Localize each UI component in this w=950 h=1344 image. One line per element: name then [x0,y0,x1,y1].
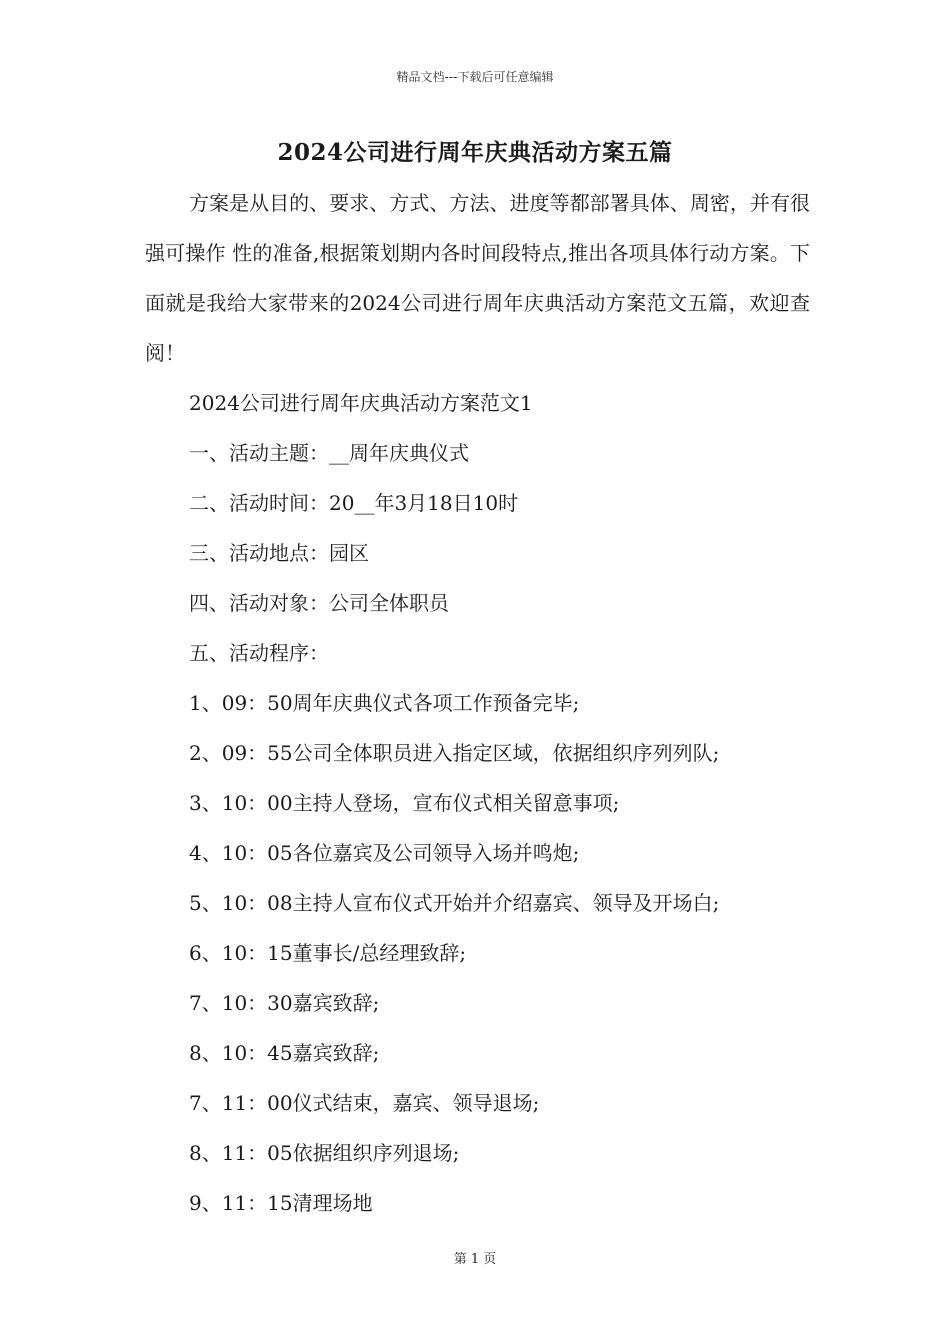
program-step: 3、10：00主持人登场，宣布仪式相关留意事项; [189,791,620,815]
document-title: 2024公司进行周年庆典活动方案五篇 [277,139,673,166]
activity-time: 二、活动时间：20__年3月18日10时 [189,491,519,515]
section-heading: 2024公司进行周年庆典活动方案范文1 [189,391,533,415]
activity-location: 三、活动地点：园区 [189,541,369,565]
program-step: 8、11：05依据组织序列退场; [189,1141,460,1165]
activity-program-heading: 五、活动程序： [189,641,329,665]
program-step: 1、09：50周年庆典仪式各项工作预备完毕; [189,691,580,715]
program-step: 7、10：30嘉宾致辞; [189,991,380,1015]
program-step: 4、10：05各位嘉宾及公司领导入场并鸣炮; [189,841,580,865]
program-step: 6、10：15董事长/总经理致辞; [189,941,467,965]
program-step: 9、11：15清理场地 [189,1191,373,1215]
page-number: 第 1 页 [453,1252,497,1267]
program-step: 5、10：08主持人宣布仪式开始并介绍嘉宾、领导及开场白; [189,891,720,915]
page-header: 精品文档---下载后可任意编辑 [396,70,554,84]
intro-paragraph: 方案是从目的、要求、方式、方法、进度等都部署具体、周密，并有很强可操作 性的准备,根据策划期内各时间段特点,推出各项具体行动方案。下面就是我给大家带来的2024公司进行周年庆典活动方案范文五篇，欢迎查阅！ [145,191,810,365]
program-step: 2、09：55公司全体职员进入指定区域，依据组织序列列队; [189,741,720,765]
activity-theme: 一、活动主题：__周年庆典仪式 [189,441,469,465]
program-step: 8、10：45嘉宾致辞; [189,1041,380,1065]
document-body [145,178,810,1228]
content-lines [145,378,810,1228]
activity-audience: 四、活动对象：公司全体职员 [189,591,449,615]
program-step: 7、11：00仪式结束，嘉宾、领导退场; [189,1091,540,1115]
